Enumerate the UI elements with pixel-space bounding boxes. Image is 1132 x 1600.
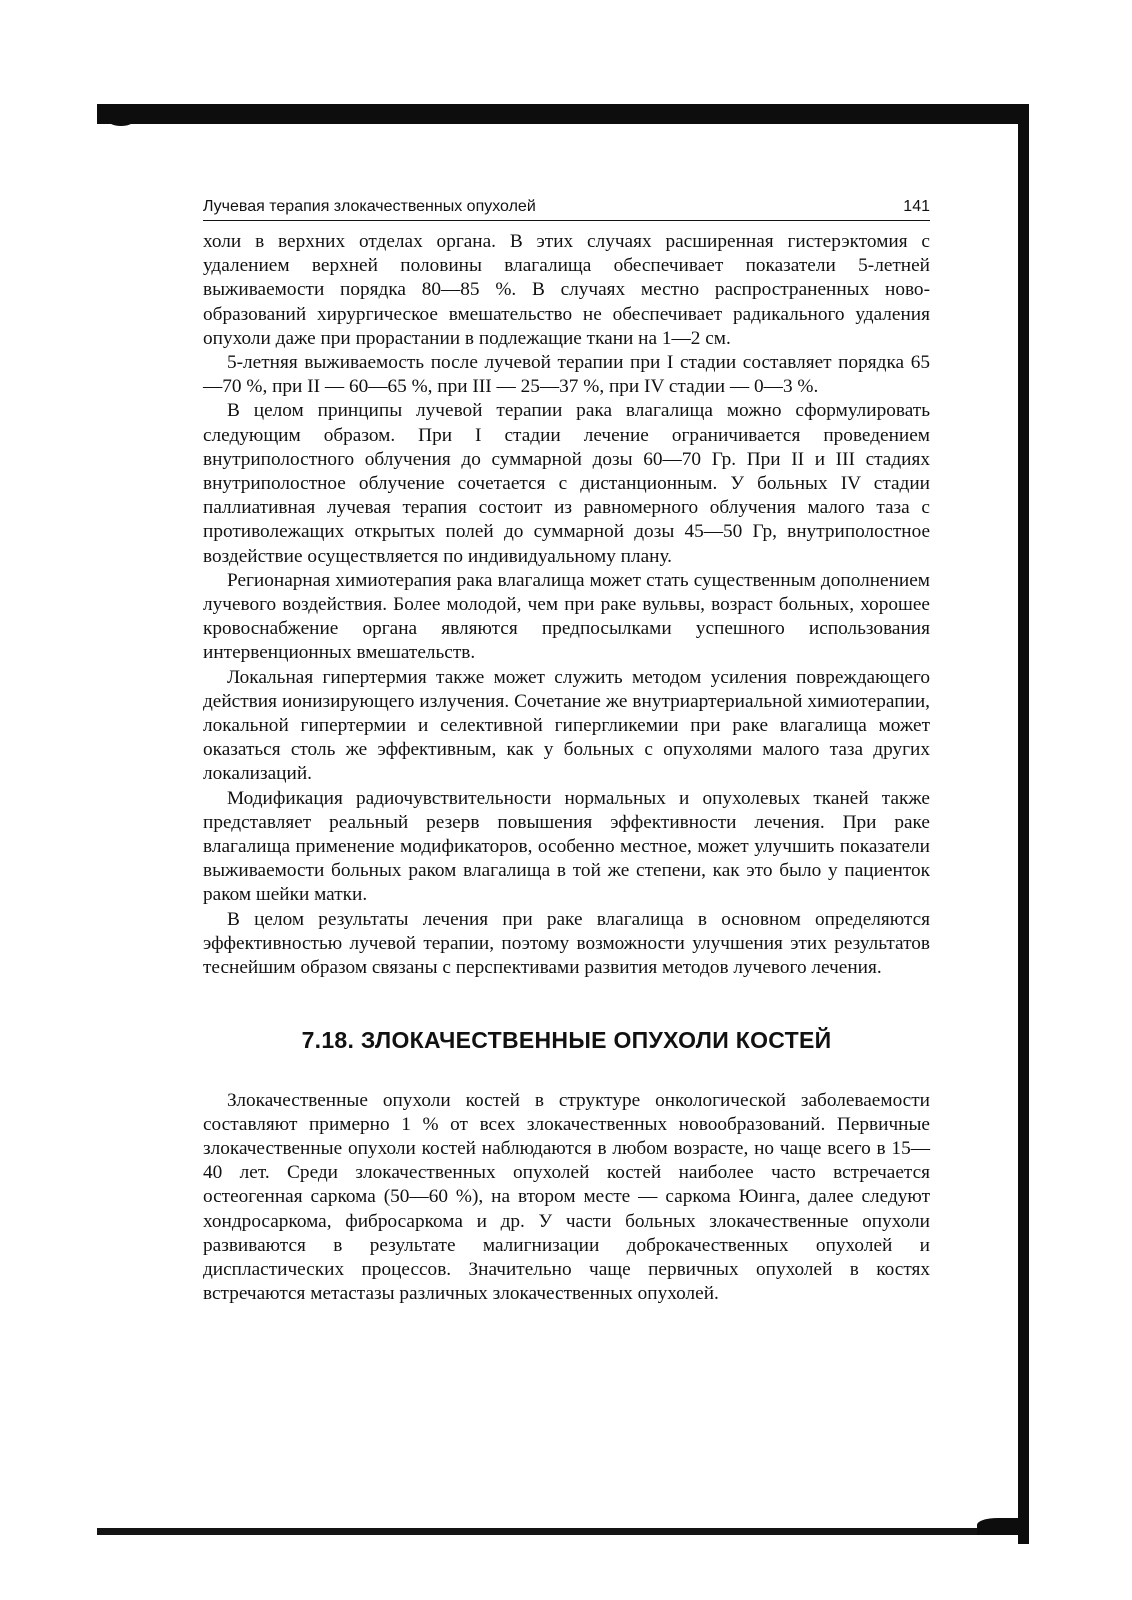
section-heading: 7.18. ЗЛОКАЧЕСТВЕННЫЕ ОПУХОЛИ КОСТЕЙ xyxy=(301,1027,832,1054)
scan-edge-bottom xyxy=(97,1528,1029,1535)
scan-edge-top xyxy=(97,104,1029,124)
paragraph-continued: холи в верхних отделах органа. В этих случаях расширенная гистерэктомия с удалением верхней половины влагалища обеспечивает показатели 5-летней выживаемости порядка 80—85 %. В случаях местно распространенных новообразований хирургическое вмешательство не обеспечивает радикального удаления опухоли даже при прорастании в подлежащие ткани на 1—2 см. xyxy=(203,231,930,349)
paragraph: В целом результаты лечения при раке влагалища в основном определяются эффективностью лучевой терапии, поэтому возможности улучшения этих результатов теснейшим образом связаны с перспективами развития методов лучевого лечения. xyxy=(203,908,930,979)
paragraph: Модификация радиочувствительности нормальных и опухолевых тканей также представляет реальный резерв повышения эффективности лечения. При раке влагалища применение модификаторов, особенно местное, может улучшить показатели выживаемости больных раком влагалища в той же степени, как это было у пациенток раком шейки матки. xyxy=(203,787,930,906)
paragraph: 5-летняя выживаемость после лучевой терапии при I стадии составляет порядка 65—70 %, при II — 60—65 %, при III — 25—37 %, при IV стадии — 0—3 %. xyxy=(203,352,930,398)
paragraph: Локальная гипертермия также может служить методом усиления повреждающего действия ионизирующего излучения. Сочетание же внутриартериальной химиотерапии, локальной гипертермии и селективной гипергликемии при раке влагалища может оказаться столь же эффективным, как у больных с опухолями малого таза других локализаций. xyxy=(203,666,930,785)
book-page xyxy=(203,198,930,1306)
running-header xyxy=(203,198,930,221)
paragraph: Злокачественные опухоли костей в структуре онкологической заболеваемости составляют примерно 1 % от всех злокачественных новообразований. Первичные злокачественные опухоли костей наблюдаются в любом возрасте, но чаще всего в 15—40 лет. Среди злокачественных опухолей костей наиболее часто встречается остеогенная саркома (50—60 %), на втором месте — саркома Юинга, далее следуют хондросаркома, фибросаркома и др. У части больных злокачественные опухоли развиваются в результате малигнизации доброкачественных опухолей и диспластических процессов. Значительно чаще первичных опухолей в костях встречаются метастазы различных злокачественных опухолей. xyxy=(203,1089,930,1305)
page-body xyxy=(203,230,930,1306)
paragraph: Регионарная химиотерапия рака влагалища может стать существенным дополнением лучевого воздействия. Более молодой, чем при раке вульвы, возраст больных, хорошее кровоснабжение органа являются предпосылками успешного использования интервенционных вмешательств. xyxy=(203,569,930,664)
paragraph: В целом принципы лучевой терапии рака влагалища можно сформулировать следующим образом. При I стадии лечение ограничивается проведением внутриполостного облучения до суммарной дозы 60—70 Гр. При II и III стадиях внутриполостное облучение сочетается с дистанционным. У больных IV стадии паллиативная лучевая терапия состоит из равномерного облучения малого таза с противолежащих открытых полей до суммарной дозы 45—50 Гр, внутриполостное воздействие осуществляется по индивидуальному плану. xyxy=(203,400,930,567)
running-title: Лучевая терапия злокачественных опухолей xyxy=(203,198,536,215)
page-number: 141 xyxy=(903,198,930,215)
scan-edge-right xyxy=(1018,104,1029,1544)
